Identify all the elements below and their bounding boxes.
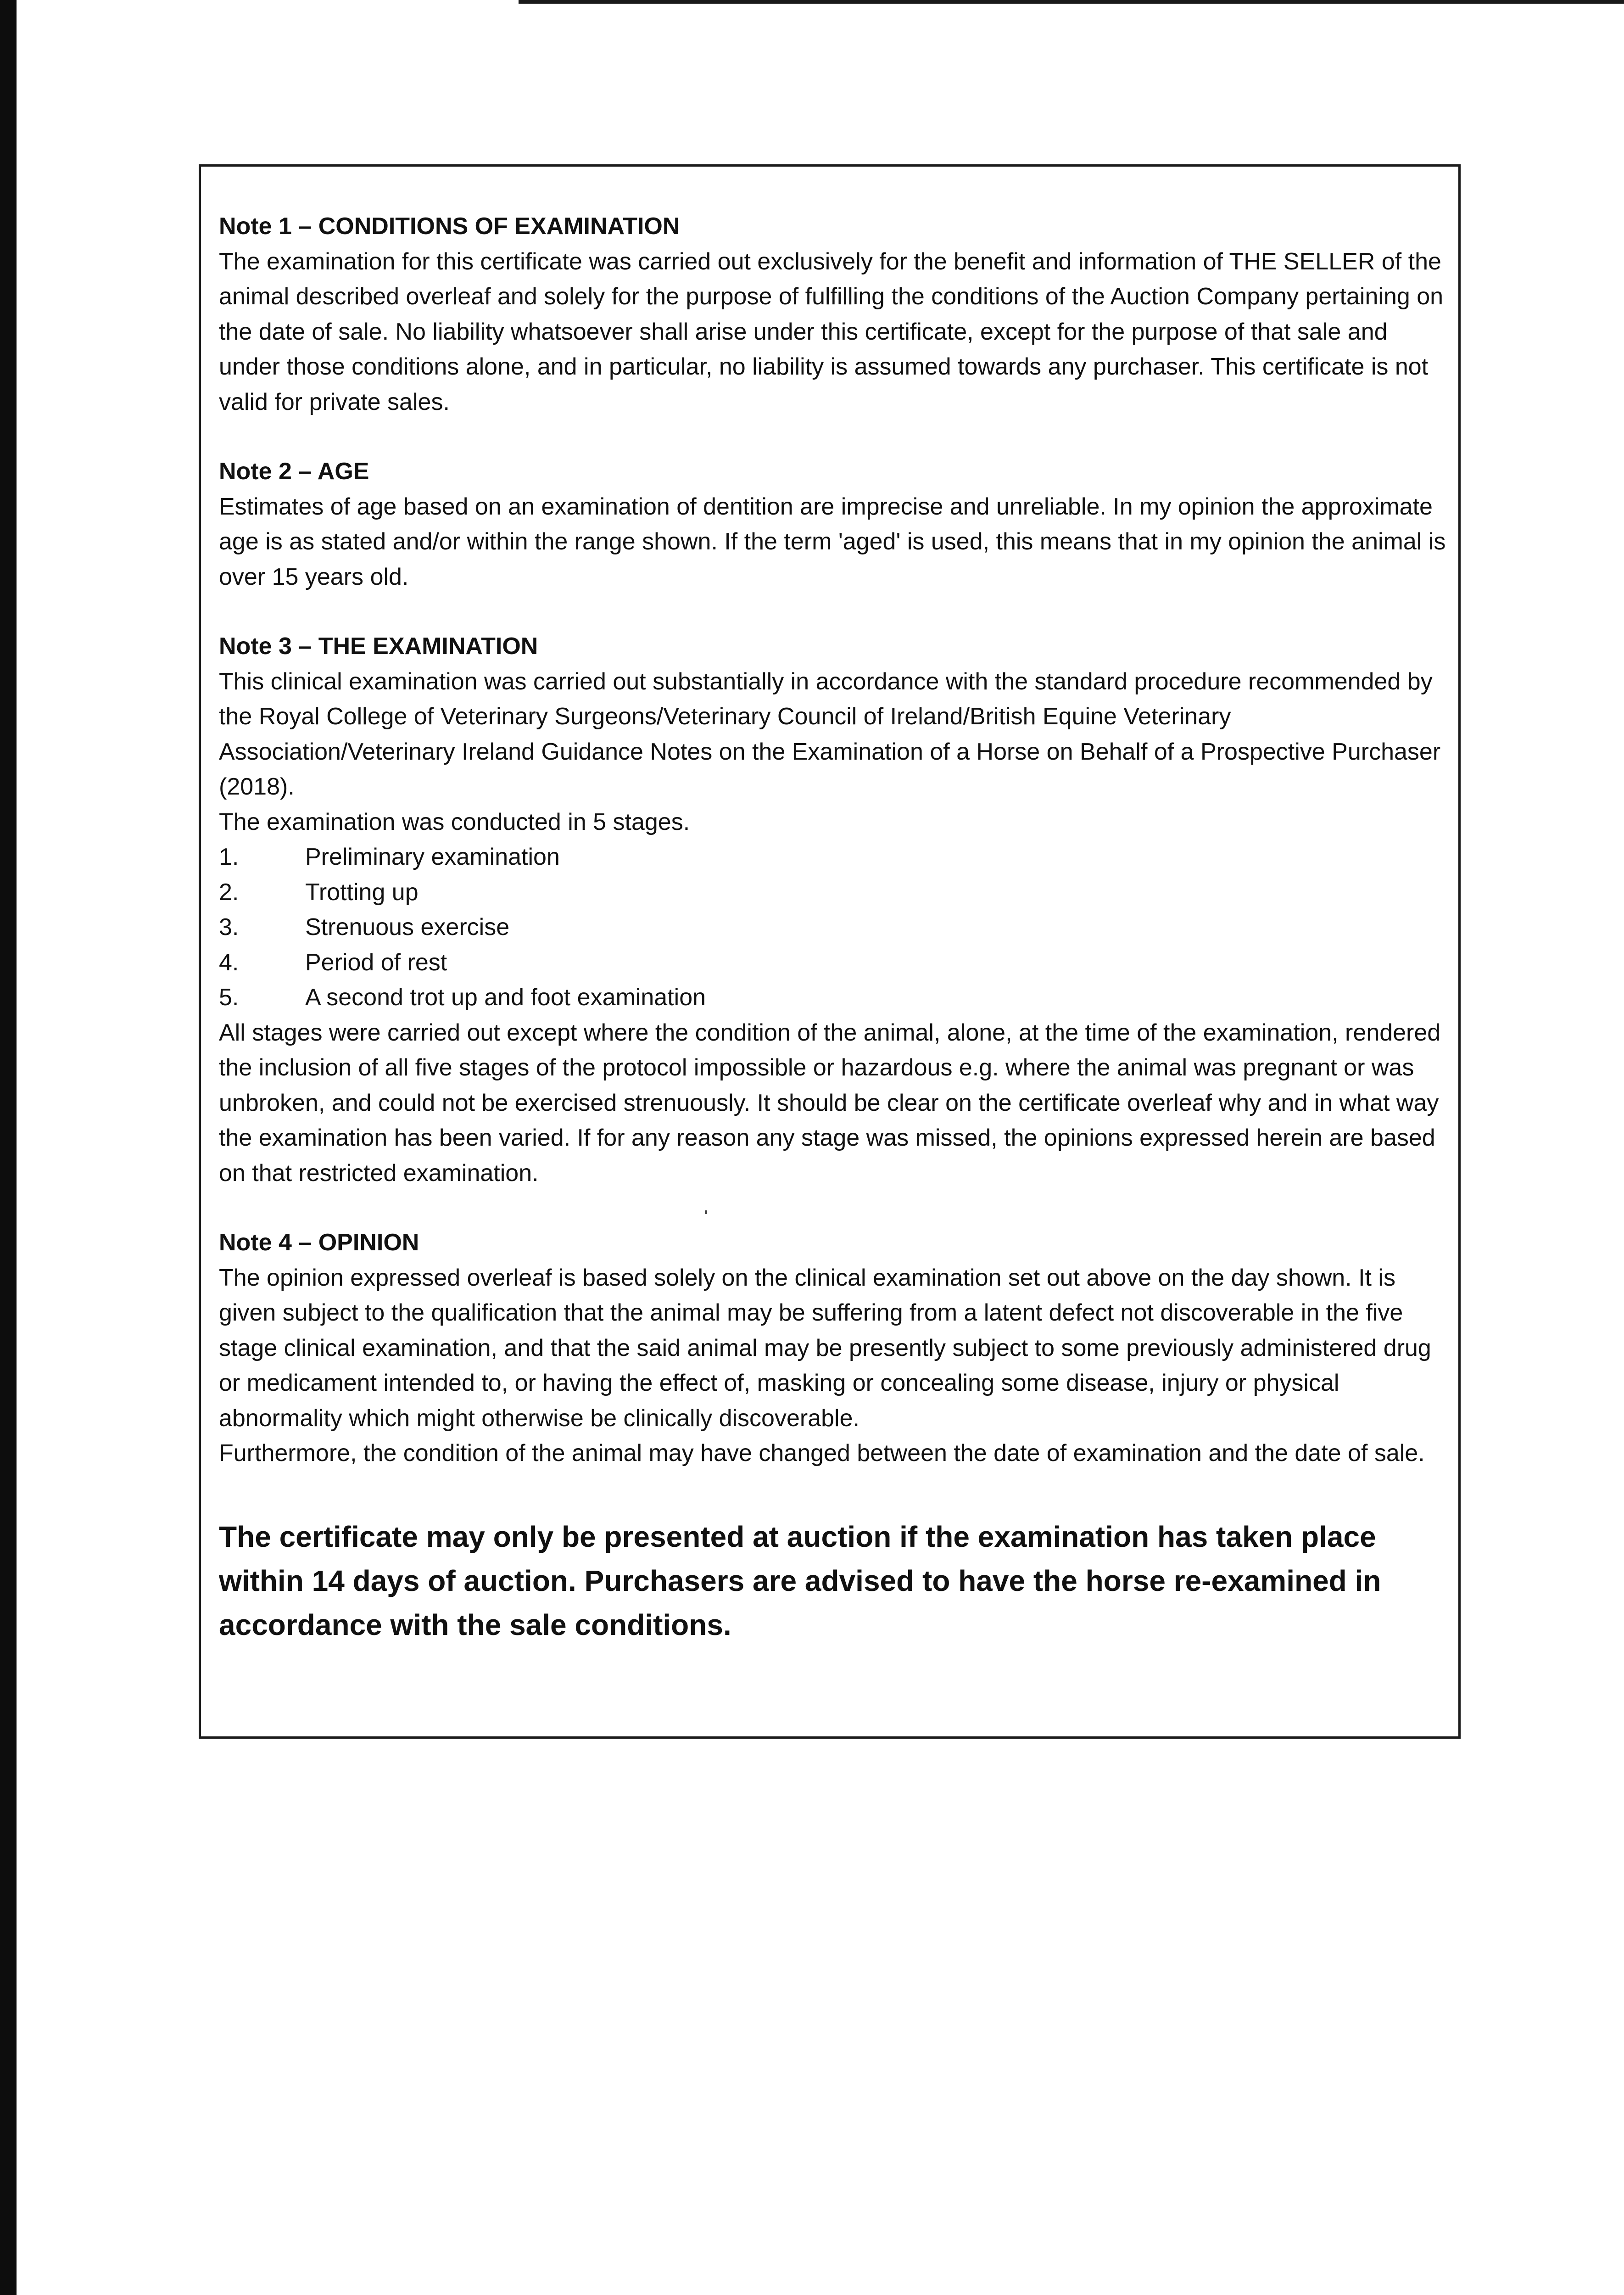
note-body: The opinion expressed overleaf is based solely on the clinical examination set out above on the day shown. It is given subject to the qualification that the animal may be suffering from a latent defect not discoverable in the five stage clinical examination, and that the said animal may be presently subject to some previously administered drug or medicament intended to, or having the effect of, masking or concealing some disease, injury or physical abnormality which might otherwise be clinically discoverable. bbox=[219, 1264, 1431, 1432]
stages-intro: The examination was conducted in 5 stages. bbox=[219, 808, 690, 835]
stage-label: Strenuous exercise bbox=[305, 914, 510, 940]
note-opinion bbox=[219, 1225, 1453, 1471]
stage-number: 2. bbox=[219, 879, 239, 906]
note-the-examination bbox=[219, 629, 1453, 1191]
list-item bbox=[219, 980, 1453, 1015]
final-statement: The certificate may only be presented at auction if the examination has taken place within 14 days of auction. Purchasers are advised to have the horse re-examined in accordance with the sale conditions. bbox=[219, 1520, 1381, 1641]
stage-number: 3. bbox=[219, 914, 239, 940]
scan-edge-top bbox=[519, 0, 1624, 4]
stage-label: Trotting up bbox=[305, 879, 419, 906]
stage-number: 1. bbox=[219, 844, 239, 870]
stage-label: Preliminary examination bbox=[305, 844, 560, 870]
note-body-continued: All stages were carried out except where the condition of the animal, alone, at the time of the examination, rendered the inclusion of all five stages of the protocol impossible or hazardous e.g. where the animal was pregnant or was unbroken, and could not be exercised strenuously. It should be clear on the certificate overleaf why and in what way the examination has been varied. If for any reason any stage was missed, the opinions expressed herein are based on that restricted examination. bbox=[219, 1019, 1441, 1187]
stage-label: A second trot up and foot examination bbox=[305, 984, 706, 1011]
list-item bbox=[219, 875, 1453, 910]
list-item bbox=[219, 945, 1453, 980]
list-item bbox=[219, 910, 1453, 945]
stages-list bbox=[219, 840, 1453, 1015]
note-heading: Note 1 – CONDITIONS OF EXAMINATION bbox=[219, 213, 680, 240]
note-heading: Note 2 – AGE bbox=[219, 458, 369, 485]
note-heading: Note 4 – OPINION bbox=[219, 1229, 419, 1256]
note-body: The examination for this certificate was carried out exclusively for the benefit and information of THE SELLER of the animal described overleaf and solely for the purpose of fulfilling the conditions of the Auction Company pertaining on the date of sale. No liability whatsoever shall arise under this certificate, except for the purpose of that sale and under those conditions alone, and in particular, no liability is assumed towards any purchaser. This certificate is not valid for private sales. bbox=[219, 248, 1444, 415]
note-conditions-of-examination bbox=[219, 209, 1453, 420]
note-body: This clinical examination was carried out substantially in accordance with the standard procedure recommended by the Royal College of Veterinary Surgeons/Veterinary Council of Ireland/British Equine Veterinary Association/Veterinary Ireland Guidance Notes on the Examination of a Horse on Behalf of a Prospective Purchaser (2018). bbox=[219, 668, 1441, 800]
notes-content bbox=[219, 209, 1453, 1676]
list-item bbox=[219, 840, 1453, 875]
note-heading: Note 3 – THE EXAMINATION bbox=[219, 633, 538, 660]
stage-label: Period of rest bbox=[305, 949, 447, 976]
scan-edge-left bbox=[0, 0, 17, 2295]
note-age bbox=[219, 454, 1453, 594]
stage-number: 5. bbox=[219, 984, 239, 1011]
note-body: Estimates of age based on an examination of dentition are imprecise and unreliable. In my opinion the approximate age is as stated and/or within the range shown. If the term 'aged' is used, this means that in my opinion the animal is over 15 years old. bbox=[219, 493, 1446, 590]
stage-number: 4. bbox=[219, 949, 239, 976]
note-body-continued: Furthermore, the condition of the animal may have changed between the date of examination and the date of sale. bbox=[219, 1440, 1425, 1467]
